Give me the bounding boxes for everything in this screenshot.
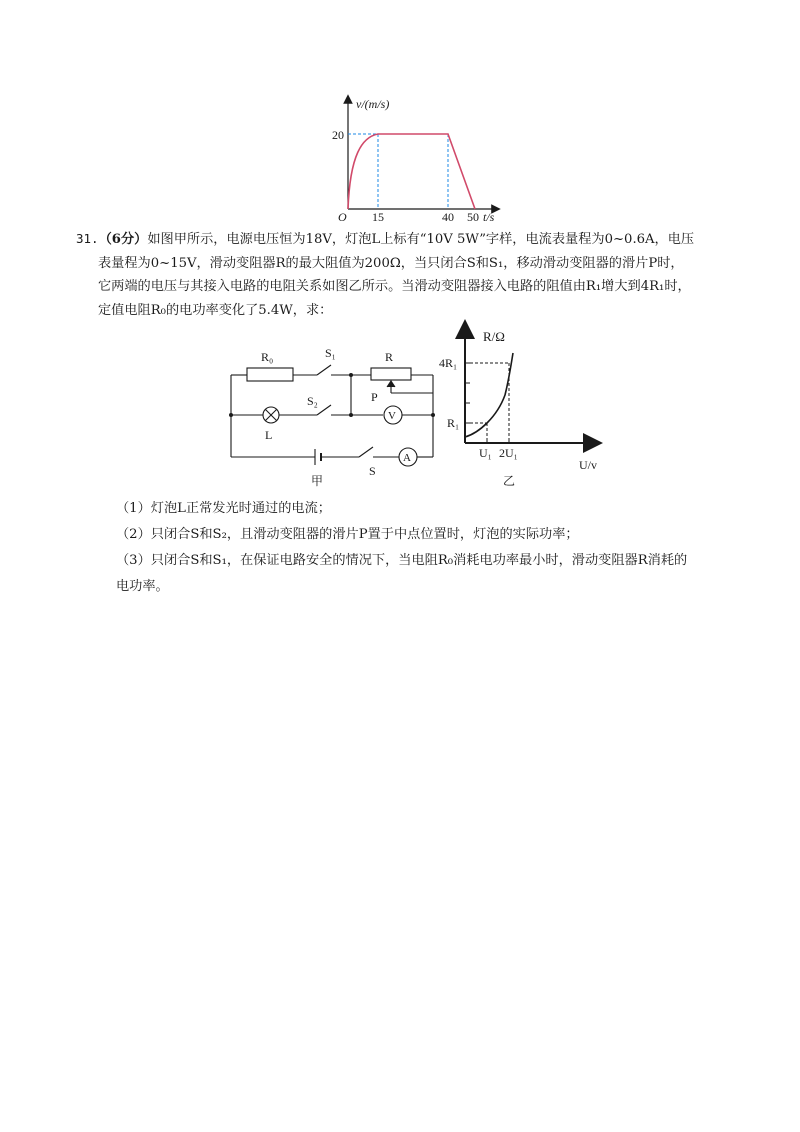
vt-x-label: t/s	[483, 210, 495, 224]
label-s1: S₁	[325, 346, 336, 360]
vt-curve	[348, 134, 475, 209]
resistor-r0	[247, 368, 293, 381]
switch-s	[359, 447, 373, 457]
ru-y-tick-4r1: 4R₁	[439, 356, 458, 370]
switch-s2	[317, 405, 331, 415]
ru-graph	[439, 325, 623, 490]
question-line-3: 它两端的电压与其接入电路的电阻关系如图乙所示。当滑动变阻器接入电路的阻值由R₁增大到4R₁时，	[98, 279, 691, 294]
ru-curve	[465, 353, 513, 437]
question-text-1: 如图甲所示，电源电压恒为18V，灯泡L上标有“10V 5W”字样，电流表量程为0~0.6A，电压	[147, 232, 695, 247]
label-p: P	[371, 390, 378, 404]
circuit-caption: 甲	[311, 474, 324, 488]
sub-question-1: （1）灯泡L正常发光时通过的电流；	[116, 501, 331, 516]
label-r: R	[385, 350, 394, 364]
label-a: A	[403, 452, 411, 464]
ru-y-label: R/Ω	[483, 329, 505, 344]
switch-s1	[317, 365, 331, 375]
label-r0: R₀	[261, 350, 274, 364]
ru-caption: 乙	[503, 474, 516, 488]
vt-x-tick-40: 40	[442, 210, 454, 224]
question-number: 31.	[76, 231, 99, 246]
circuit-svg	[225, 335, 445, 488]
sub-question-3: （3）只闭合S和S₁，在保证电路安全的情况下，当电阻R₀消耗电功率最小时，滑动变阻器R消耗的	[116, 553, 688, 568]
question-score: （6分）	[98, 232, 148, 247]
ru-x-tick-2u1: 2U₁	[499, 446, 518, 460]
question-line-4: 定值电阻R₀的电功率变化了5.4W，求：	[98, 302, 333, 318]
vt-graph-svg	[330, 95, 510, 225]
sub-question-2: （2）只闭合S和S₂，且滑动变阻器的滑片P置于中点位置时，灯泡的实际功率；	[116, 527, 579, 542]
sub-questions	[116, 496, 756, 600]
vt-y-tick-20: 20	[332, 128, 344, 142]
sub-question-3-cont: 电功率。	[116, 579, 169, 594]
circuit-diagram	[225, 335, 445, 488]
vt-graph	[330, 95, 510, 225]
label-l: L	[265, 428, 273, 442]
vt-y-label: v/(m/s)	[356, 97, 390, 111]
label-s: S	[369, 464, 376, 478]
vt-x-tick-15: 15	[372, 210, 384, 224]
question-line-1	[76, 227, 756, 252]
question-line-2: 表量程为0~15V，滑动变阻器R的最大阻值为200Ω，当只闭合S和S₁，移动滑动变阻器的滑片P时，	[98, 255, 684, 271]
ru-graph-svg	[439, 325, 623, 490]
question-block	[76, 227, 756, 322]
label-s2: S₂	[307, 394, 318, 408]
ru-x-label: U/v	[579, 458, 597, 472]
label-v: V	[388, 410, 396, 422]
vt-x-tick-50: 50	[467, 210, 479, 224]
ru-y-tick-r1: R₁	[447, 416, 460, 430]
rheostat-r	[371, 368, 411, 380]
ru-x-tick-u1: U₁	[479, 446, 492, 460]
vt-origin: O	[338, 210, 347, 224]
